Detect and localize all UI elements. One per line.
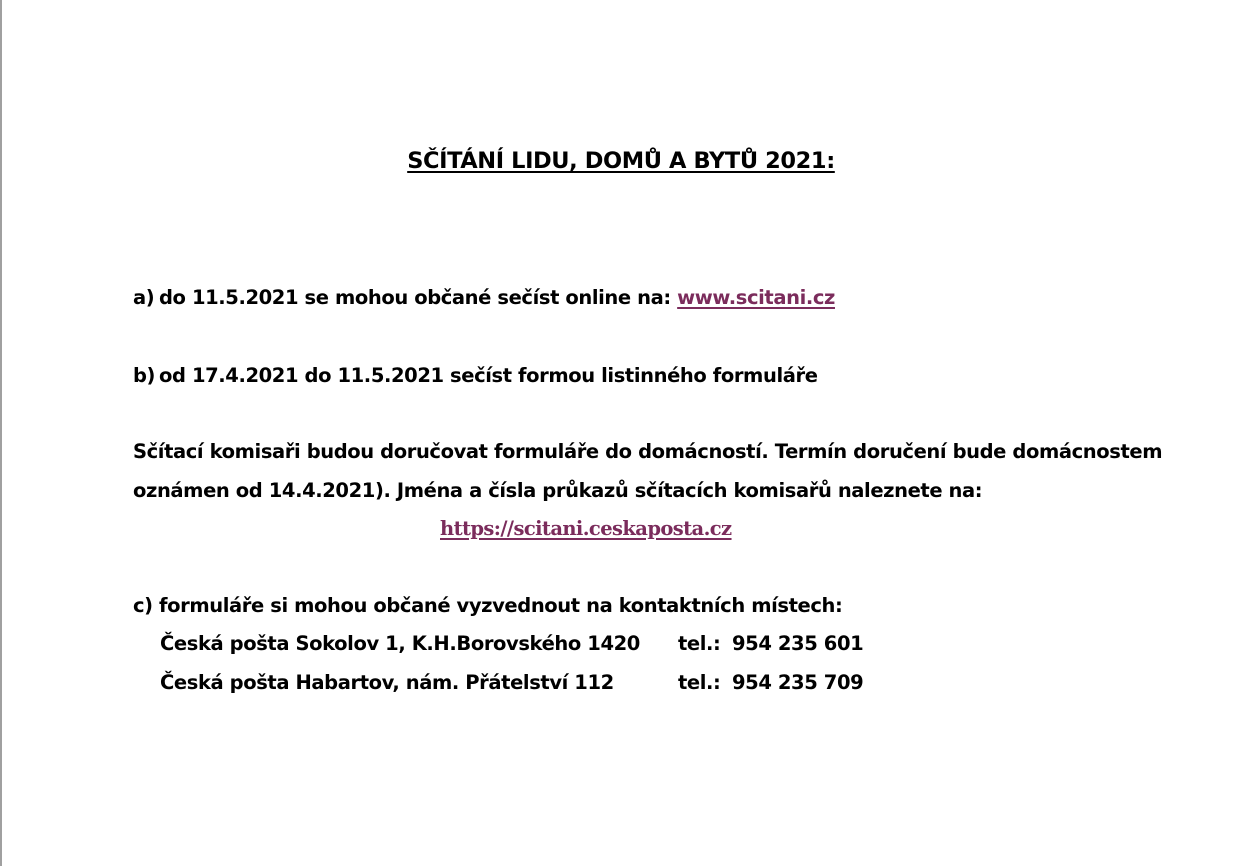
paragraph-line-1: Sčítací komisaři budou doručovat formuláře do domácností. Termín doručení bude domácnostem xyxy=(133,440,1163,463)
contact-phone: 954 235 601 xyxy=(732,632,864,655)
item-c: c) formuláře si mohou občané vyzvednout na kontaktních místech: xyxy=(133,594,843,617)
item-b-text: od 17.4.2021 do 11.5.2021 sečíst formou listinného formuláře xyxy=(159,364,818,387)
scitani-link[interactable]: www.scitani.cz xyxy=(677,286,835,309)
contact-tel-label: tel.: xyxy=(678,671,721,694)
item-b-marker: b) xyxy=(133,364,156,387)
item-a-marker: a) xyxy=(133,286,155,309)
ceskaposta-link-line xyxy=(440,517,732,541)
page-title: SČÍTÁNÍ LIDU, DOMŮ A BYTŮ 2021: xyxy=(407,148,835,174)
contact-tel-label: tel.: xyxy=(678,632,721,655)
item-b xyxy=(133,364,818,388)
paragraph-line-2: oznámen od 14.4.2021). Jména a čísla průkazů sčítacích komisařů naleznete na: xyxy=(133,479,983,502)
contact-phone: 954 235 709 xyxy=(732,671,864,694)
item-a xyxy=(133,286,835,310)
contact-name: Česká pošta Habartov, nám. Přátelství 112 xyxy=(160,671,614,694)
contact-name: Česká pošta Sokolov 1, K.H.Borovského 1420 xyxy=(160,632,640,655)
item-a-text: do 11.5.2021 se mohou občané sečíst online na: xyxy=(159,286,678,309)
ceskaposta-link[interactable]: https://scitani.ceskaposta.cz xyxy=(440,517,732,540)
